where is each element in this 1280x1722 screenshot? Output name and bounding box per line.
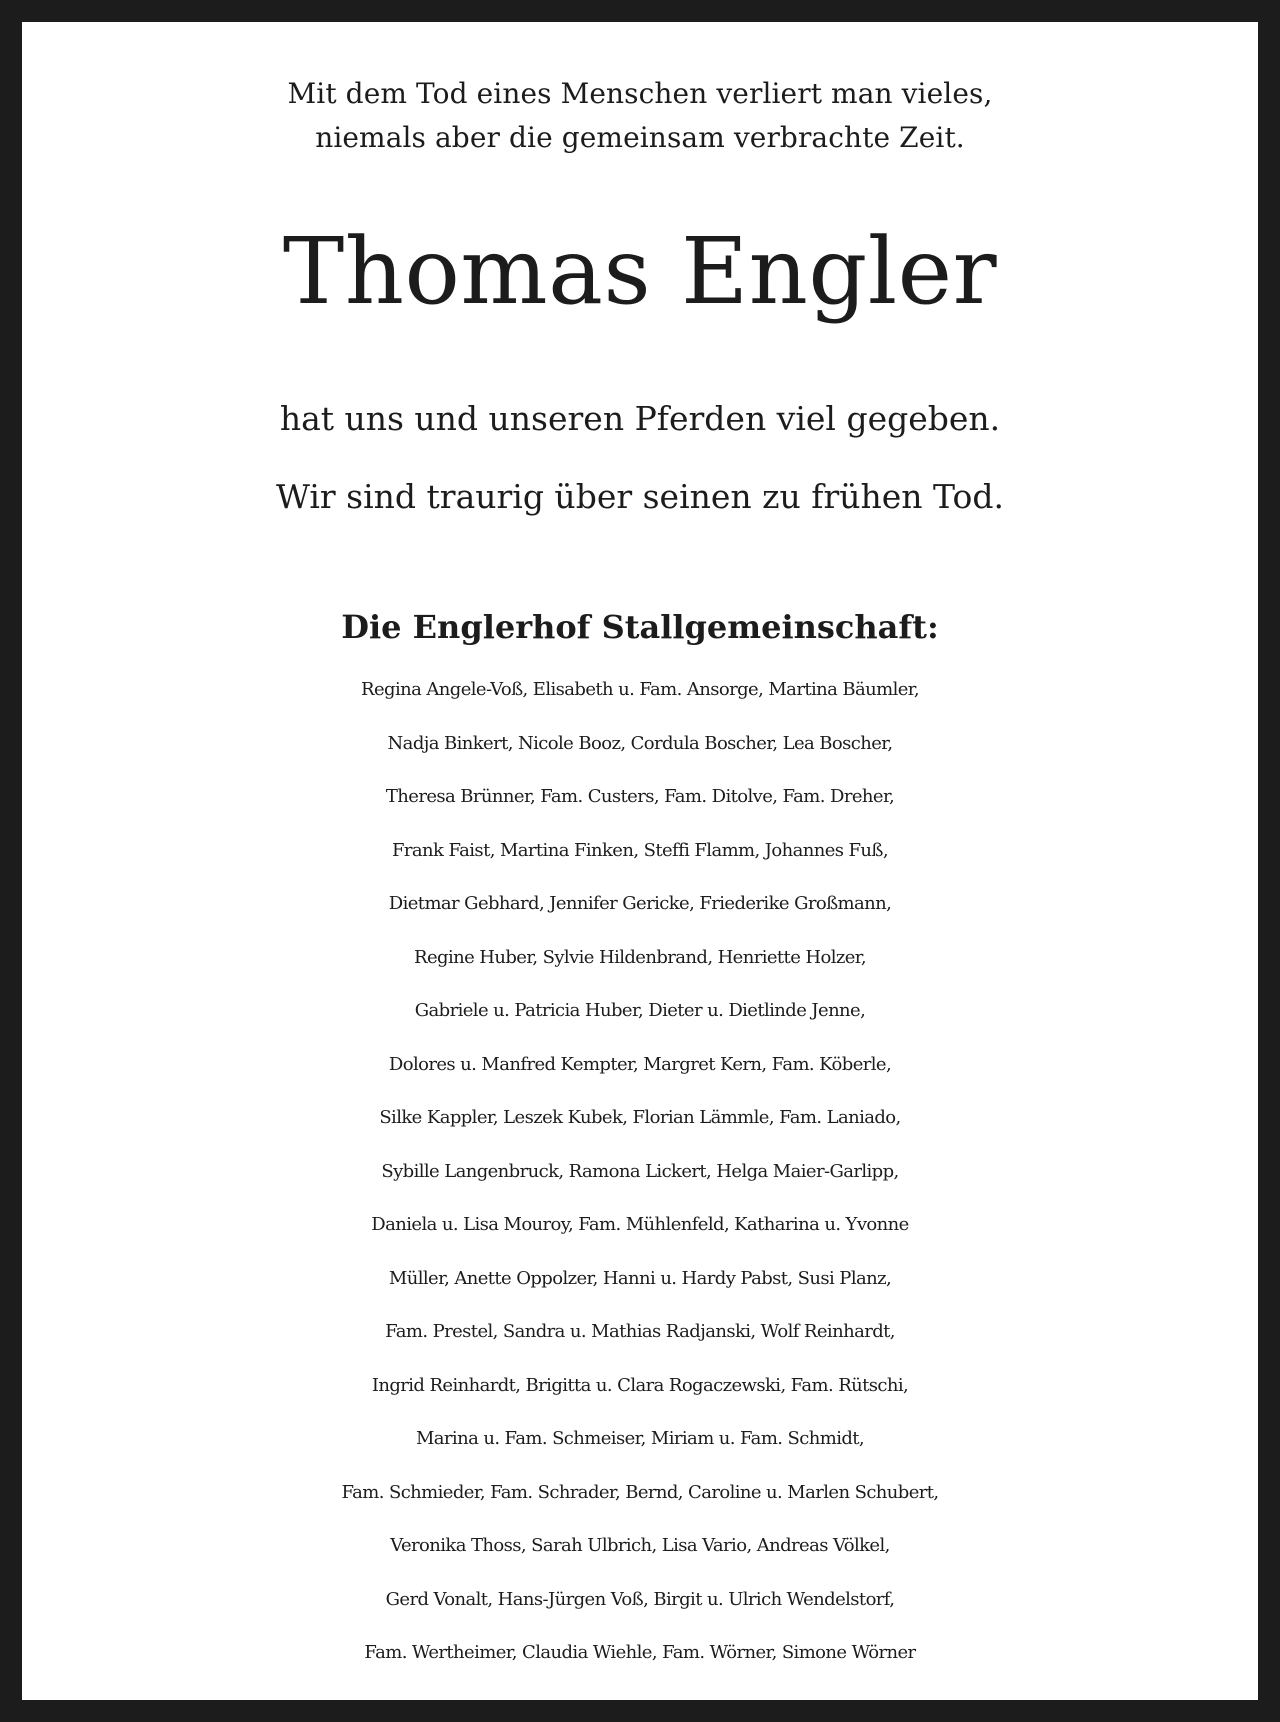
signatories-line: Daniela u. Lisa Mouroy, Fam. Mühlenfeld, Katharina u. Yvonne	[371, 1214, 909, 1235]
signatories-line: Marina u. Fam. Schmeiser, Miriam u. Fam. Schmidt,	[415, 1428, 865, 1449]
signatories-line: Silke Kappler, Leszek Kubek, Florian Lämmle, Fam. Laniado,	[379, 1107, 901, 1128]
motto-line: niemals aber die gemeinsam verbrachte Zeit.	[315, 121, 965, 154]
signatories-line: Fam. Schmieder, Fam. Schrader, Bernd, Caroline u. Marlen Schubert,	[341, 1481, 939, 1503]
motto-line: Mit dem Tod eines Menschen verliert man vieles,	[287, 77, 993, 110]
motto-quote	[22, 72, 1258, 160]
signatories-line: Gerd Vonalt, Hans-Jürgen Voß, Birgit u. Ulrich Wendelstorf,	[385, 1588, 895, 1610]
signatories-list	[22, 663, 1258, 1680]
signatories-line: Ingrid Reinhardt, Brigitta u. Clara Rogaczewski, Fam. Rütschi,	[371, 1374, 909, 1396]
obituary-card	[22, 22, 1258, 1700]
signatories-line: Nadja Binkert, Nicole Booz, Cordula Boscher, Lea Boscher,	[387, 732, 893, 754]
signatories-line: Dietmar Gebhard, Jennifer Gericke, Friederike Großmann,	[388, 893, 892, 914]
signatories-line: Veronika Thoss, Sarah Ulbrich, Lisa Vario, Andreas Völkel,	[390, 1535, 890, 1556]
signatories-line: Müller, Anette Oppolzer, Hanni u. Hardy Pabst, Susi Planz,	[388, 1267, 892, 1289]
signatories-line: Sybille Langenbruck, Ramona Lickert, Helga Maier-Garlipp,	[381, 1160, 899, 1182]
signatories-line: Fam. Prestel, Sandra u. Mathias Radjanski, Wolf Reinhardt,	[385, 1321, 895, 1342]
signatories-line: Dolores u. Manfred Kempter, Margret Kern, Fam. Köberle,	[388, 1053, 892, 1075]
signatories-title: Die Englerhof Stallgemeinschaft:	[341, 608, 939, 646]
signatories-line: Frank Faist, Martina Finken, Steffi Flamm, Johannes Fuß,	[392, 839, 888, 861]
signatories-line: Regine Huber, Sylvie Hildenbrand, Henriette Holzer,	[414, 946, 866, 968]
message-line: hat uns und unseren Pferden viel gegeben.	[279, 399, 1001, 438]
deceased-name: Thomas Engler	[282, 218, 998, 325]
message-line: Wir sind traurig über seinen zu frühen Tod.	[276, 477, 1004, 516]
signatories-line: Fam. Wertheimer, Claudia Wiehle, Fam. Wörner, Simone Wörner	[364, 1642, 916, 1663]
signatories-line: Gabriele u. Patricia Huber, Dieter u. Dietlinde Jenne,	[414, 1000, 866, 1021]
signatories-line: Regina Angele-Voß, Elisabeth u. Fam. Ansorge, Martina Bäumler,	[361, 679, 919, 700]
signatories-line: Theresa Brünner, Fam. Custers, Fam. Ditolve, Fam. Dreher,	[385, 786, 895, 807]
